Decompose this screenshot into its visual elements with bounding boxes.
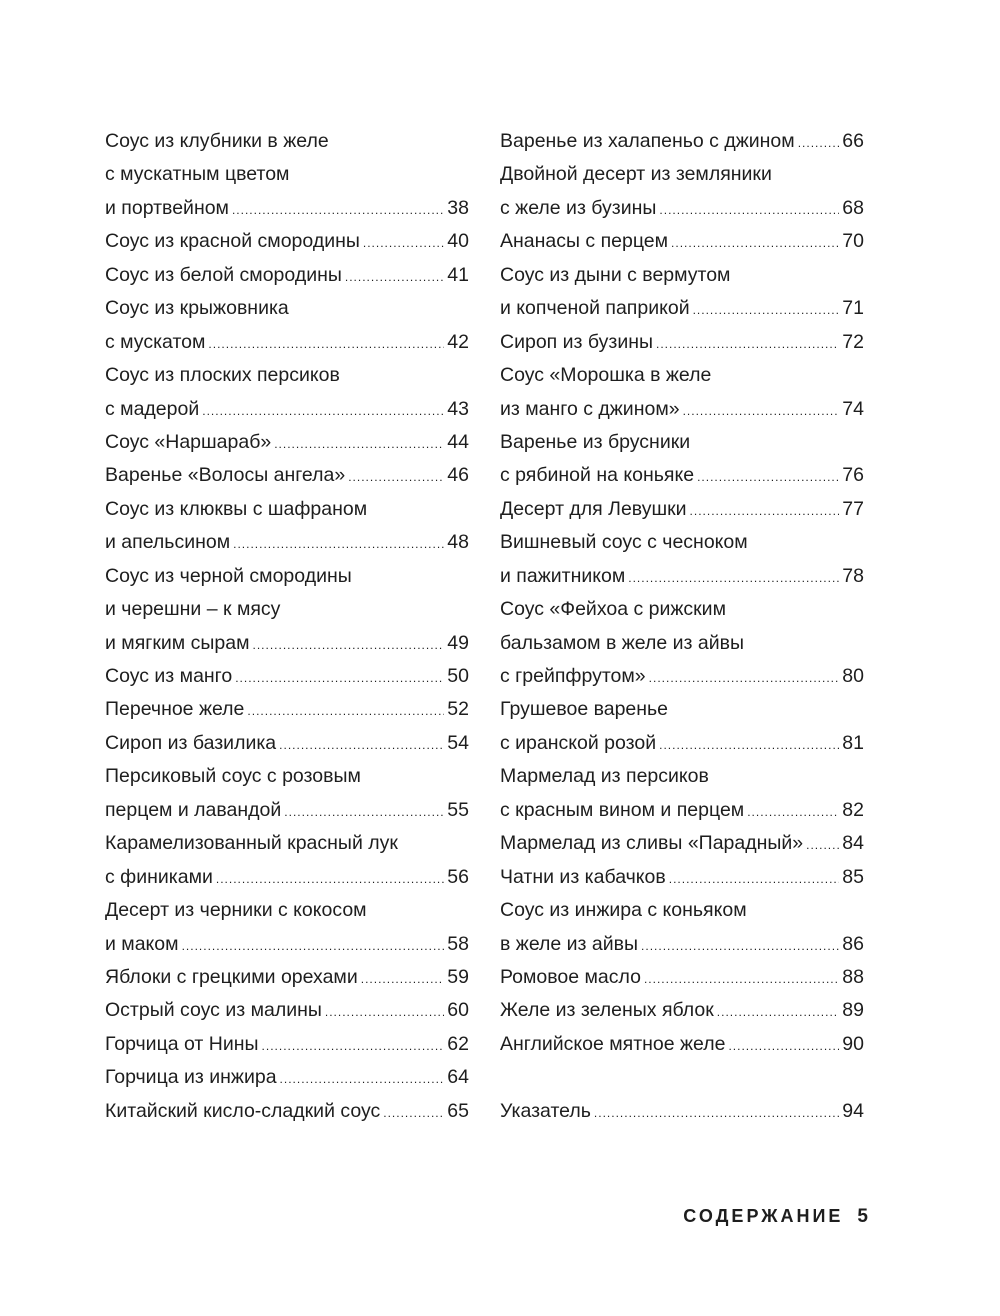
toc-entry-title: Соус из крыжовника [105,297,289,320]
toc-entry-title: Варенье «Волосы ангела» [105,464,346,487]
toc-page-number: 60 [447,999,469,1022]
toc-page-number: 94 [842,1099,864,1122]
dot-leader [216,863,444,896]
toc-page-number: 88 [842,965,864,988]
toc-entry-title: с мускатным цветом [105,163,290,186]
toc-page-number: 70 [842,230,864,253]
dot-leader [247,695,444,728]
toc-entry-title: Яблоки с грецкими орехами [105,965,358,988]
toc-entry-line [105,326,469,359]
toc-entry-line [500,292,864,325]
toc-entry-title: Ромовое масло [500,965,641,988]
toc-page-number: 46 [447,464,469,487]
toc-entry-line [500,660,864,693]
toc-entry-line [105,1095,469,1128]
toc-entry-title: Чатни из кабачков [500,865,666,888]
toc-entry-title: перцем и лавандой [105,798,282,821]
dot-leader [659,729,839,762]
toc-entry-line [500,526,864,559]
toc-entry-line [105,1061,469,1094]
toc-entry-line [105,928,469,961]
toc-page-number: 50 [447,665,469,687]
toc-entry-title: и черешни – к мясу [105,598,281,621]
dot-leader [693,294,840,327]
toc-page-number: 82 [842,798,864,821]
toc-entry-title: и копченой паприкой [500,297,690,320]
toc-entry-title: с мускатом [105,330,206,353]
dot-leader [717,996,840,1029]
toc-page-number: 71 [842,297,864,320]
toc-entry-line [500,928,864,961]
toc-page-number: 80 [842,665,864,687]
dot-leader [671,227,839,260]
toc-entry-title: Соус из белой смородины [105,263,342,286]
dot-leader [690,495,840,528]
toc-page-number: 66 [842,130,864,152]
toc-entry-line [500,593,864,626]
dot-leader [274,428,444,461]
dot-leader [644,963,839,996]
dot-leader [728,1030,839,1063]
dot-leader [683,395,840,428]
toc-entry-line [500,1095,864,1128]
toc-entry-title: Соус «Наршараб» [105,430,272,453]
toc-entry-line [105,627,469,660]
toc-entry-line [105,961,469,994]
toc-page-number: 49 [447,631,469,654]
toc-entry-title: Острый соус из малины [105,999,322,1022]
toc-entry-line [105,760,469,793]
toc-entry-title: Соус из черной смородины [105,564,352,587]
dot-leader [279,729,444,762]
dot-leader [656,328,839,361]
dot-leader [280,1063,445,1096]
toc-entry-title: Карамелизованный красный лук [105,832,398,855]
toc-entry-line [500,326,864,359]
toc-entry-line [500,760,864,793]
toc-entry-title: Мармелад из сливы «Парадный» [500,832,804,855]
toc-entry-title: Персиковый соус с розовым [105,765,361,788]
toc-entry-title: Соус из красной смородины [105,230,360,253]
toc-entry-title: Соус «Фейхоа с рижским [500,598,726,621]
dot-leader [361,963,445,996]
toc-entry-title: Горчица от Нины [105,1032,259,1055]
toc-entry-title: с желе из бузины [500,196,657,219]
toc-entry-line [500,961,864,994]
toc-page-number: 59 [447,965,469,988]
toc-entry-line [105,259,469,292]
toc-page-number: 44 [447,430,469,453]
toc-entry-title: с мадерой [105,397,200,420]
toc-entry-line [500,459,864,492]
toc-entry-line [105,827,469,860]
toc-entry-line [500,426,864,459]
dot-leader [325,996,444,1029]
toc-page-number: 54 [447,731,469,754]
dot-leader [284,796,444,829]
toc-page-number: 72 [842,330,864,353]
dot-leader [345,261,444,294]
section-title: СОДЕРЖАНИЕ [683,1206,844,1226]
toc-entry-line [105,1028,469,1061]
toc-page-number: 41 [447,263,469,286]
toc-page-number: 43 [447,397,469,420]
dot-leader [202,395,444,428]
toc-entry-title: Варенье из халапеньо с джином [500,130,795,152]
toc-spacer [500,1061,864,1094]
toc-entry-line [500,259,864,292]
dot-leader [641,930,839,963]
toc-entry-title: Соус из дыни с вермутом [500,263,731,286]
toc-entry-line [105,493,469,526]
toc-page-number: 55 [447,798,469,821]
toc-entry-line [500,225,864,258]
toc-entry-line [500,493,864,526]
toc-entry-line [105,426,469,459]
toc-entry-title: Соус из манго [105,665,233,687]
dot-leader [253,629,445,662]
running-footer [683,1206,868,1228]
toc-page-number: 42 [447,330,469,353]
toc-page-number: 77 [842,497,864,520]
toc-entry-line [105,393,469,426]
toc-entry-line [105,693,469,726]
toc-entry-line [105,994,469,1027]
toc-page-number: 81 [842,731,864,754]
toc-page-number: 38 [447,196,469,219]
toc-page-number: 40 [447,230,469,253]
toc-entry-title: и пажитником [500,564,626,587]
toc-entry-line [500,693,864,726]
dot-leader [235,662,444,695]
toc-entry-line [105,459,469,492]
dot-leader [806,829,839,862]
dot-leader [628,562,839,595]
toc-entry-title: и портвейном [105,196,229,219]
dot-leader [208,328,444,361]
toc-page-number: 84 [842,832,864,855]
toc-entry-title: Указатель [500,1099,591,1122]
toc-entry-line [500,794,864,827]
dot-leader [182,930,445,963]
toc-entry-title: Десерт для Левушки [500,497,687,520]
toc-page-number: 62 [447,1032,469,1055]
toc-page-number: 89 [842,999,864,1022]
toc-entry-title: Соус из плоских персиков [105,364,340,387]
toc-entry-title: Английское мятное желе [500,1032,726,1055]
toc-entry-line [500,192,864,225]
toc-entry-title: Желе из зеленых яблок [500,999,714,1022]
toc-entry-line [105,158,469,191]
dot-leader [798,127,840,160]
page-number: 5 [857,1206,868,1227]
toc-page-number: 78 [842,564,864,587]
toc-entry-title: Варенье из брусники [500,430,691,453]
toc-entry-line [500,627,864,660]
toc-entry-title: Соус «Морошка в желе [500,364,712,387]
toc-entry-title: Вишневый соус с чесноком [500,531,748,554]
dot-leader [232,194,444,227]
toc-entry-title: и маком [105,932,179,955]
toc-entry-title: из манго с джином» [500,397,680,420]
toc-entry-line [500,158,864,191]
toc-entry-line [500,727,864,760]
toc-entry-title: и мягким сырам [105,631,250,654]
toc-entry-line [500,994,864,1027]
toc-entry-title: Сироп из базилика [105,731,277,754]
toc-entry-line [105,660,469,693]
dot-leader [747,796,839,829]
toc-entry-title: и апельсином [105,531,231,554]
dot-leader [363,227,444,260]
toc-entry-line [105,125,469,158]
dot-leader [262,1030,445,1063]
toc-entry-title: Китайский кисло-сладкий соус [105,1099,381,1122]
toc-entry-line [105,727,469,760]
dot-leader [594,1097,839,1130]
toc-entry-line [105,225,469,258]
toc-entry-line [105,560,469,593]
toc-entry-title: с грейпфрутом» [500,665,646,687]
toc-entry-title: бальзамом в желе из айвы [500,631,744,654]
toc-entry-title: с иранской розой [500,731,657,754]
toc-entry-title: в желе из айвы [500,932,639,955]
toc-entry-line [105,526,469,559]
toc-entry-title: Перечное желе [105,698,245,721]
toc-entry-title: Сироп из бузины [500,330,654,353]
dot-leader [383,1097,444,1130]
dot-leader [659,194,839,227]
toc-entry-line [105,359,469,392]
toc-entry-line [500,393,864,426]
toc-entry-title: Соус из клюквы с шафраном [105,497,368,520]
toc-entry-title: с финиками [105,865,213,888]
toc-page-number: 68 [842,196,864,219]
toc-page-number: 74 [842,397,864,420]
toc-page-number: 58 [447,932,469,955]
toc-entry-line [500,359,864,392]
dot-leader [233,528,444,561]
toc-column-right [500,125,864,1128]
toc-entry-title: Соус из клубники в желе [105,130,329,152]
toc-entry-line [105,894,469,927]
toc-page-number: 86 [842,932,864,955]
toc-entry-line [105,794,469,827]
dot-leader [649,662,840,695]
dot-leader [348,461,444,494]
toc-page-number: 52 [447,698,469,721]
toc-entry-title: Соус из инжира с коньяком [500,899,747,922]
toc-page-number: 48 [447,531,469,554]
toc-entry-title: Горчица из инжира [105,1066,277,1089]
toc-entry-line [500,125,864,158]
toc-entry-line [500,1028,864,1061]
toc-page-number: 64 [447,1066,469,1089]
toc-entry-line [105,861,469,894]
toc-page-number: 76 [842,464,864,487]
toc-page-number: 90 [842,1032,864,1055]
toc-entry-line [500,861,864,894]
toc-entry-line [105,593,469,626]
toc-entry-line [105,292,469,325]
dot-leader [669,863,840,896]
toc-entry-title: с красным вином и перцем [500,798,745,821]
toc-page-number: 65 [447,1099,469,1122]
dot-leader [697,461,839,494]
toc-entry-title: Двойной десерт из земляники [500,163,772,186]
toc-entry-line [500,894,864,927]
toc-entry-title: Грушевое варенье [500,698,669,721]
toc-column-left [105,125,469,1128]
toc-entry-title: с рябиной на коньяке [500,464,695,487]
toc-entry-line [105,192,469,225]
toc-entry-line [500,827,864,860]
toc-entry-line [500,560,864,593]
toc-entry-title: Мармелад из персиков [500,765,709,788]
toc-entry-title: Ананасы с перцем [500,230,669,253]
toc-page-number: 56 [447,865,469,888]
toc-page-number: 85 [842,865,864,888]
toc-entry-title: Десерт из черники с кокосом [105,899,367,922]
